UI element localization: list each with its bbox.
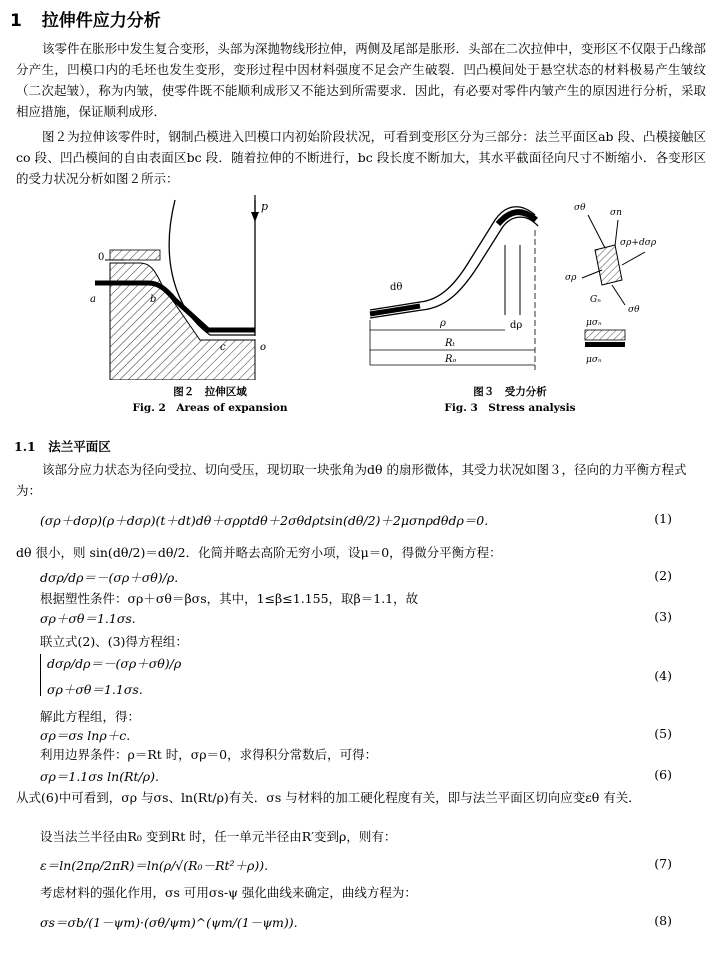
equation-6: σρ＝1.1σs ln(Rt/ρ).: [40, 769, 159, 784]
equation-7-number: (7): [654, 856, 672, 871]
fig3-label-G: Gₙ: [590, 295, 601, 305]
fig3-label-Rt: Rₜ: [445, 338, 455, 349]
equation-3-number: (3): [654, 609, 672, 624]
figure-2-caption-cn: 图２ 拉伸区域: [173, 386, 247, 398]
figure-3-caption-cn: 图３ 受力分析: [473, 386, 547, 398]
fig2-label-b: b: [150, 294, 157, 305]
fig2-label-a: a: [90, 294, 96, 305]
body-p3: 根据塑性条件：σρ＋σθ＝βσs，其中，1≤β≤1.155，取β＝1.1，故: [40, 591, 419, 606]
body-p5: 解此方程组，得：: [40, 709, 141, 724]
equation-7: ε＝ln(2πρ/2πR)＝ln(ρ/√(R₀－Rt²＋ρ)).: [40, 858, 269, 873]
intro-paragraph-1: 该零件在胀形中发生复合变形，头部为深拋物线形拉伸，两侧及尾部是胀形．头部在二次拉伸中，变形区不仅限于凸缘部分产生，凹模口内的毛坯也发生变形，变形过程中因材料强度不足会产生破裂．凹凸模间处于悬空状态的材料极易产生皱纹（二次起皱），称为内皱，使零件既不能顺利成形又不能达到所需要求．因此，有必要对零件内皱产生的原因进行分析，采取相应措施，保证顺利成形．: [16, 41, 706, 119]
equation-6-number: (6): [654, 767, 672, 782]
figure-3-caption-en: Fig. 3 Stress analysis: [444, 402, 576, 414]
equation-5: σρ＝σs lnρ＋c.: [40, 728, 131, 743]
body-p7: 从式(6)中可看到，σρ 与σs、ln(Rt/ρ)有关．σs 与材料的加工硬化程度有关，即与法兰平面区切向应变εθ 有关．: [16, 790, 641, 805]
fig2-label-o: o: [260, 342, 267, 353]
equation-2: dσρ/dρ＝－(σρ＋σθ)/ρ.: [40, 570, 179, 585]
section-title: [10, 6, 161, 31]
body-p4: 联立式(2)、(3)得方程组：: [40, 634, 188, 649]
figure-3-drawing: [360, 190, 660, 380]
body-p9: 考虑材料的强化作用，σs 可用σs-ψ 强化曲线来确定，曲线方程为：: [40, 885, 417, 900]
fig3-label-s-theta: σθ: [574, 203, 586, 213]
fig3-label-Ro: Rₒ: [445, 354, 457, 365]
equation-5-number: (5): [654, 726, 672, 741]
intro-paragraph-2: 图２为拉伸该零件时，钢制凸模进入凹模口内初始阶段状况，可看到变形区分为三部分：法兰平面区ab 段、凸模接触区co 段、凹凸模间的自由表面区bc 段．随着拉伸的不断进行，bc 段长度不断加大，其水平截面径向尺寸不断缩小．各变形区的受力状况分析如图２所示：: [16, 129, 706, 186]
body-p1: 该部分应力状态为径向受拉、切向受压，现切取一块张角为dθ 的扇形微体，其受力状况如图３，径向的力平衡方程式为：: [16, 462, 687, 498]
section-number: 1: [10, 11, 22, 31]
fig3-label-s-theta-2: σθ: [628, 305, 640, 315]
section-heading: 拉伸件应力分析: [41, 11, 161, 31]
figure-2-drawing: [80, 190, 340, 380]
subsection-title: 1.1 法兰平面区: [14, 439, 111, 454]
equation-1: (σρ＋dσρ)(ρ＋dσρ)(t＋dt)dθ＋σρρtdθ＋2σθdρtsin(dθ/2)＋2μσnρdθdρ＝0.: [40, 513, 489, 528]
body-p8: 设当法兰半径由R₀ 变到Rt 时，任一单元半径由R′变到ρ，则有：: [40, 829, 397, 844]
fig3-label-dtheta: dθ: [390, 282, 403, 293]
body-p6: 利用边界条件：ρ＝Rt 时，σρ＝0，求得积分常数后，可得：: [40, 747, 378, 762]
fig3-label-mu-2: μσₙ: [586, 355, 602, 365]
equation-4b: σρ＋σθ＝1.1σs.: [47, 682, 143, 697]
equation-8-number: (8): [654, 913, 672, 928]
fig3-label-drho: dρ: [510, 320, 523, 331]
fig3-label-rho: ρ: [440, 318, 446, 329]
fig2-label-c: c: [220, 342, 226, 353]
figure-2-caption-en: Fig. 2 Areas of expansion: [132, 402, 288, 414]
fig3-label-mu-1: μσₙ: [586, 318, 602, 328]
equation-1-number: (1): [654, 511, 672, 526]
fig2-label-0: 0: [98, 252, 105, 263]
fig2-label-p: p: [261, 200, 269, 213]
equation-4a: dσρ/dρ＝－(σρ＋σθ)/ρ: [47, 656, 182, 671]
fig3-label-s-rho: σρ: [565, 273, 577, 283]
equation-2-number: (2): [654, 568, 672, 583]
equation-8: σs＝σb/(1－ψm)·(σθ/ψm)^(ψm/(1－ψm)).: [40, 915, 298, 930]
equation-4-number: (4): [654, 668, 672, 683]
figure-3: [360, 190, 660, 416]
equation-3: σρ＋σθ＝1.1σs.: [40, 611, 136, 626]
figure-2: [80, 190, 340, 416]
fig3-label-s-rho-d: σρ+dσρ: [620, 238, 657, 248]
body-p2: dθ 很小，则 sin(dθ/2)＝dθ/2．化简并略去高阶无穷小项，设μ＝0，得微分平衡方程：: [16, 545, 502, 560]
equation-4-system: [40, 654, 677, 696]
fig3-label-s-n: σn: [610, 208, 622, 218]
